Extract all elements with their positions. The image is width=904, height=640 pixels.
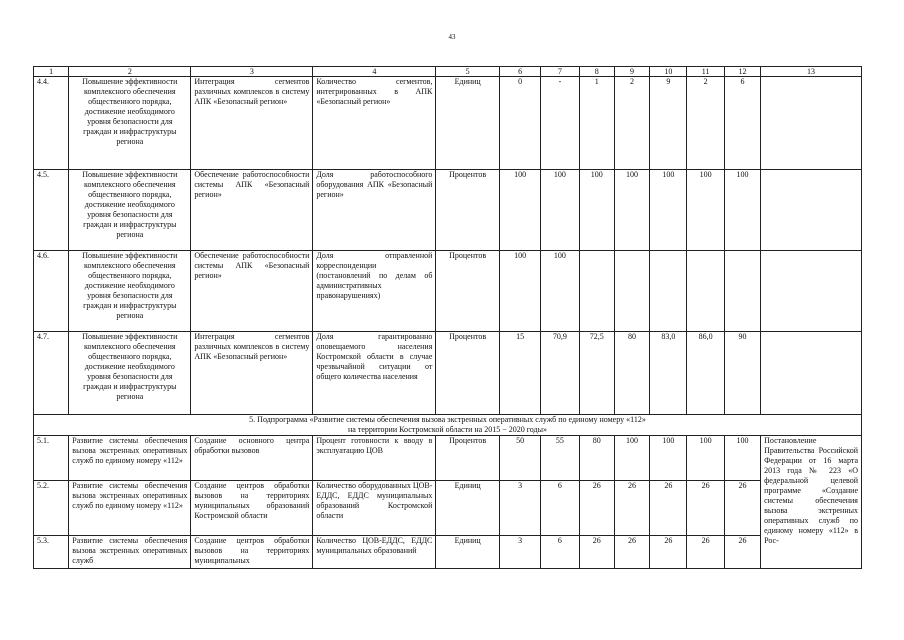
value-cell: 100 bbox=[499, 251, 540, 332]
value-cell: 100 bbox=[724, 436, 760, 481]
unit-cell: Процентов bbox=[436, 332, 500, 415]
goal-cell: Повышение эффективности комплексного обеспечения общественного порядка, достижение необходимого уровня безопасности для граждан и инфраструктуры региона bbox=[69, 251, 191, 332]
table-row bbox=[34, 436, 862, 481]
value-cell: 15 bbox=[499, 332, 540, 415]
goal-cell: Развитие системы обеспечения вызова экстренных оперативных служб bbox=[69, 536, 191, 569]
task-cell: Обеспечение работоспособности системы АПК «Безопасный регион» bbox=[191, 170, 313, 251]
task-cell: Интеграция сегментов различных комплексов в систему АПК «Безопасный регион» bbox=[191, 77, 313, 170]
value-cell: 2 bbox=[614, 77, 649, 170]
unit-cell: Процентов bbox=[436, 251, 500, 332]
value-cell: 6 bbox=[541, 536, 579, 569]
table-row bbox=[34, 77, 862, 170]
col-header: 5 bbox=[436, 67, 500, 77]
indicators-table bbox=[33, 66, 862, 569]
task-cell: Создание основного центра обработки вызовов bbox=[191, 436, 313, 481]
value-cell: 26 bbox=[614, 481, 649, 536]
value-cell: 26 bbox=[614, 536, 649, 569]
value-cell: 80 bbox=[614, 332, 649, 415]
column-number-row bbox=[34, 67, 862, 77]
value-cell: 100 bbox=[579, 170, 614, 251]
value-cell: 100 bbox=[541, 251, 579, 332]
col-header: 8 bbox=[579, 67, 614, 77]
task-cell: Создание центров обработки вызовов на территориях муниципальных bbox=[191, 536, 313, 569]
value-cell: 100 bbox=[650, 170, 687, 251]
value-cell: 26 bbox=[724, 536, 760, 569]
value-cell: 9 bbox=[650, 77, 687, 170]
row-number: 5.3. bbox=[34, 536, 69, 569]
value-cell: 100 bbox=[499, 170, 540, 251]
value-cell: 100 bbox=[614, 170, 649, 251]
value-cell: 100 bbox=[724, 170, 760, 251]
value-cell: 26 bbox=[650, 536, 687, 569]
value-cell: 86,0 bbox=[687, 332, 724, 415]
value-cell: 26 bbox=[579, 536, 614, 569]
indicator-cell: Доля отправленной корреспонденции (постановлений по делам об административных правонарушениях) bbox=[313, 251, 436, 332]
col-header: 9 bbox=[614, 67, 649, 77]
page-number: 43 bbox=[448, 33, 456, 41]
value-cell: 100 bbox=[541, 170, 579, 251]
value-cell: 1 bbox=[579, 77, 614, 170]
indicator-cell: Количество сегментов, интегрированных в АПК «Безопасный регион» bbox=[313, 77, 436, 170]
note-cell bbox=[761, 170, 862, 251]
subprogram-heading-line2: на территории Костромской области на 2015 − 2020 годы» bbox=[348, 425, 547, 434]
note-cell bbox=[761, 77, 862, 170]
value-cell: 100 bbox=[614, 436, 649, 481]
indicator-cell: Доля гарантированно оповещаемого населения Костромской области в случае чрезвычайной ситуации от общего количества населения bbox=[313, 332, 436, 415]
value-cell bbox=[650, 251, 687, 332]
value-cell bbox=[579, 251, 614, 332]
col-header: 13 bbox=[761, 67, 862, 77]
col-header: 10 bbox=[650, 67, 687, 77]
unit-cell: Процентов bbox=[436, 436, 500, 481]
value-cell: 80 bbox=[579, 436, 614, 481]
table-row bbox=[34, 536, 862, 569]
unit-cell: Процентов bbox=[436, 170, 500, 251]
task-cell: Обеспечение работоспособности системы АПК «Безопасный регион» bbox=[191, 251, 313, 332]
row-number: 5.1. bbox=[34, 436, 69, 481]
col-header: 12 bbox=[724, 67, 760, 77]
unit-cell: Единиц bbox=[436, 481, 500, 536]
value-cell: 3 bbox=[499, 536, 540, 569]
table-row bbox=[34, 481, 862, 536]
table-row bbox=[34, 332, 862, 415]
value-cell: 26 bbox=[650, 481, 687, 536]
goal-cell: Повышение эффективности комплексного обеспечения общественного порядка, достижение необходимого уровня безопасности для граждан и инфраструктуры региона bbox=[69, 77, 191, 170]
row-number: 4.6. bbox=[34, 251, 69, 332]
section-header-row bbox=[34, 415, 862, 436]
value-cell: 55 bbox=[541, 436, 579, 481]
value-cell: 6 bbox=[541, 481, 579, 536]
row-number: 4.4. bbox=[34, 77, 69, 170]
value-cell: - bbox=[541, 77, 579, 170]
col-header: 1 bbox=[34, 67, 69, 77]
value-cell: 83,0 bbox=[650, 332, 687, 415]
row-number: 4.5. bbox=[34, 170, 69, 251]
indicator-cell: Доля работоспособного оборудования АПК «Безопасный регион» bbox=[313, 170, 436, 251]
value-cell: 50 bbox=[499, 436, 540, 481]
row-number: 4.7. bbox=[34, 332, 69, 415]
table-row bbox=[34, 170, 862, 251]
task-cell: Создание центров обработки вызовов на территориях муниципальных образований Костромской области bbox=[191, 481, 313, 536]
indicator-cell: Количество ЦОВ-ЕДДС, ЕДДС муниципальных образований bbox=[313, 536, 436, 569]
value-cell bbox=[687, 251, 724, 332]
subprogram-heading-line1: 5. Подпрограмма «Развитие системы обеспечения вызова экстренных оперативных служб по единому номеру «112» bbox=[249, 415, 646, 424]
col-header: 6 bbox=[499, 67, 540, 77]
col-header: 4 bbox=[313, 67, 436, 77]
subprogram-heading bbox=[34, 415, 862, 436]
value-cell: 26 bbox=[687, 481, 724, 536]
value-cell: 72,5 bbox=[579, 332, 614, 415]
note-cell bbox=[761, 332, 862, 415]
value-cell: 100 bbox=[687, 170, 724, 251]
unit-cell: Единиц bbox=[436, 536, 500, 569]
note-cell bbox=[761, 251, 862, 332]
value-cell: 26 bbox=[687, 536, 724, 569]
value-cell: 3 bbox=[499, 481, 540, 536]
goal-cell: Повышение эффективности комплексного обеспечения общественного порядка, достижение необходимого уровня безопасности для граждан и инфраструктуры региона bbox=[69, 332, 191, 415]
task-cell: Интеграция сегментов различных комплексов в систему АПК «Безопасный регион» bbox=[191, 332, 313, 415]
col-header: 7 bbox=[541, 67, 579, 77]
goal-cell: Повышение эффективности комплексного обеспечения общественного порядка, достижение необходимого уровня безопасности для граждан и инфраструктуры региона bbox=[69, 170, 191, 251]
value-cell: 2 bbox=[687, 77, 724, 170]
value-cell: 6 bbox=[724, 77, 760, 170]
table-row bbox=[34, 251, 862, 332]
unit-cell: Единиц bbox=[436, 77, 500, 170]
value-cell: 26 bbox=[724, 481, 760, 536]
value-cell: 0 bbox=[499, 77, 540, 170]
value-cell: 100 bbox=[650, 436, 687, 481]
value-cell: 70,9 bbox=[541, 332, 579, 415]
col-header: 3 bbox=[191, 67, 313, 77]
value-cell: 90 bbox=[724, 332, 760, 415]
value-cell: 100 bbox=[687, 436, 724, 481]
value-cell: 26 bbox=[579, 481, 614, 536]
goal-cell: Развитие системы обеспечения вызова экстренных оперативных служб по единому номеру «112» bbox=[69, 436, 191, 481]
value-cell bbox=[614, 251, 649, 332]
goal-cell: Развитие системы обеспечения вызова экстренных оперативных служб по единому номеру «112» bbox=[69, 481, 191, 536]
value-cell bbox=[724, 251, 760, 332]
row-number: 5.2. bbox=[34, 481, 69, 536]
legal-basis-note: Постановление Правительства Российской Федерации от 16 марта 2013 года № 223 «О федеральной целевой программе «Создание системы обеспечения вызова экстренных оперативных служб по единому номеру «112» в Рос- bbox=[761, 436, 862, 569]
col-header: 11 bbox=[687, 67, 724, 77]
col-header: 2 bbox=[69, 67, 191, 77]
indicator-cell: Процент готовности к вводу в эксплуатацию ЦОВ bbox=[313, 436, 436, 481]
indicator-cell: Количество оборудованных ЦОВ-ЕДДС, ЕДДС муниципальных образований Костромской области bbox=[313, 481, 436, 536]
